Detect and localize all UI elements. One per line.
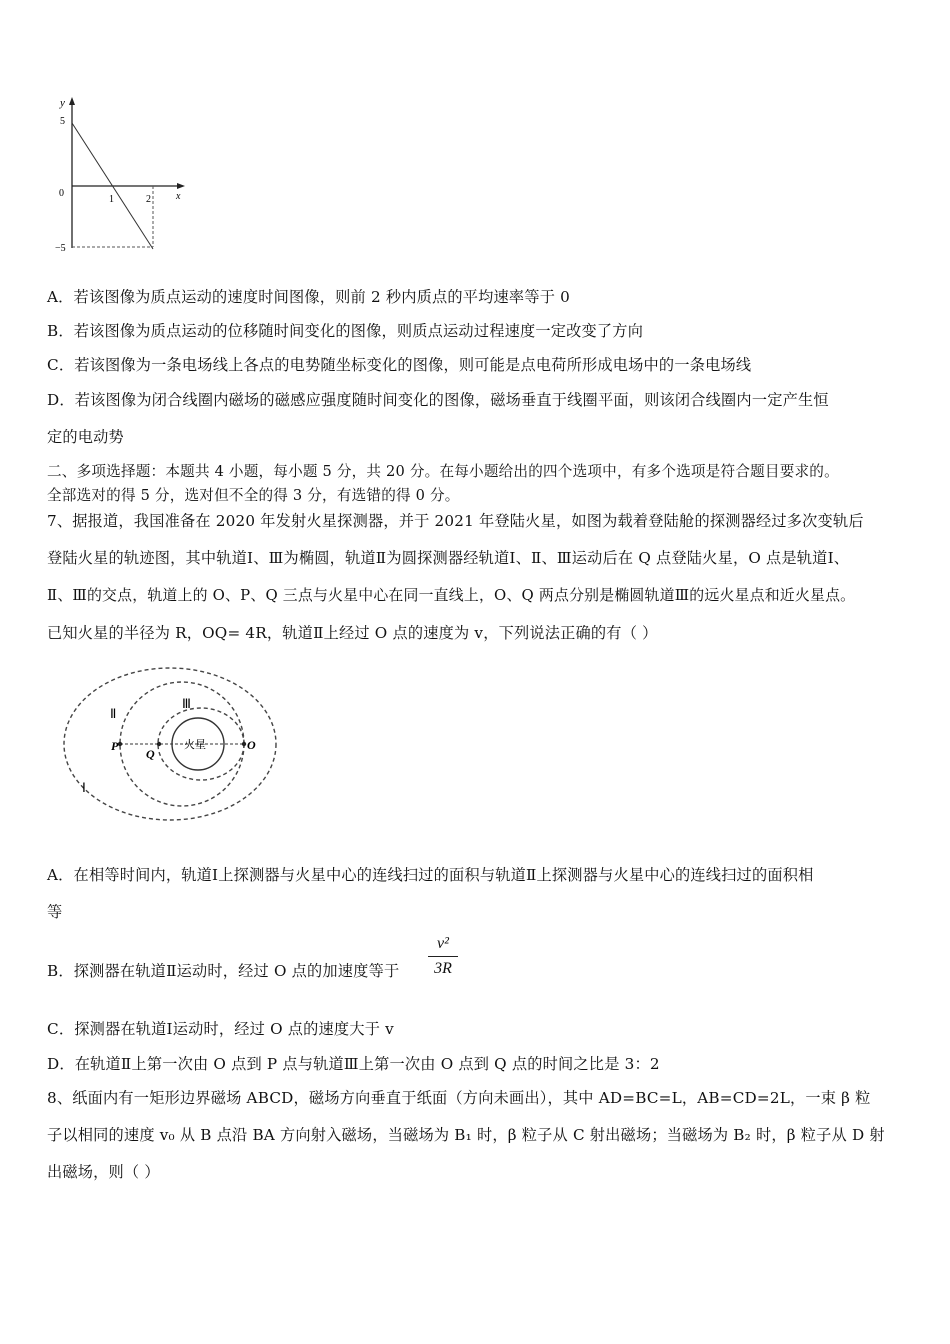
y-axis-label: y	[60, 97, 65, 109]
label-P: P	[111, 739, 119, 753]
tick-origin: 0	[59, 188, 64, 199]
label-O: O	[247, 738, 256, 752]
tick-y-bottom: −5	[55, 243, 66, 254]
q7-stem-line3: Ⅱ、Ⅲ的交点，轨道上的 O、P、Q 三点与火星中心在同一直线上，O、Q 两点分别是椭圆轨道Ⅲ的远火星点和近火星点。	[47, 586, 856, 604]
point-P	[118, 742, 122, 746]
q8-stem-line3: 出磁场，则（ ）	[47, 1163, 160, 1181]
fraction-bar	[428, 956, 458, 957]
section2-header-line2: 全部选对的得 5 分，选对但不全的得 3 分，有选错的得 0 分。	[47, 487, 460, 504]
tick-x2: 2	[146, 194, 151, 205]
q6-option-c: C．若该图像为一条电场线上各点的电势随坐标变化的图像，则可能是点电荷所形成电场中的一条电场线	[47, 356, 752, 374]
tick-y-top: 5	[60, 116, 65, 127]
fraction-numerator: v²	[437, 935, 449, 952]
label-orbit-I: Ⅰ	[82, 780, 86, 795]
q7-option-a-line2: 等	[47, 903, 63, 921]
q8-stem-line2: 子以相同的速度 v₀ 从 B 点沿 BA 方向射入磁场，当磁场为 B₁ 时，β 粒子从 C 射出磁场；当磁场为 B₂ 时，β 粒子从 D 射	[47, 1126, 885, 1144]
section2-header-line1: 二、多项选择题：本题共 4 小题，每小题 5 分，共 20 分。在每小题给出的四个选项中，有多个选项是符合题目要求的。	[47, 463, 839, 480]
tick-x1: 1	[109, 194, 114, 205]
q6-option-a: A．若该图像为质点运动的速度时间图像，则前 2 秒内质点的平均速率等于 0	[47, 288, 570, 306]
x-axis-label: x	[176, 191, 181, 202]
label-orbit-III: Ⅲ	[182, 696, 191, 711]
fraction-denominator: 3R	[434, 960, 452, 977]
y-x-graph	[52, 92, 192, 262]
q7-stem-line2: 登陆火星的轨迹图，其中轨道Ⅰ、Ⅲ为椭圆，轨道Ⅱ为圆探测器经轨道Ⅰ、Ⅱ、Ⅲ运动后在 Q 点登陆火星，O 点是轨道Ⅰ、	[47, 549, 850, 567]
q7-option-a-line1: A．在相等时间内，轨道Ⅰ上探测器与火星中心的连线扫过的面积与轨道Ⅱ上探测器与火星中心的连线扫过的面积相	[47, 866, 814, 884]
q7-option-b-fraction	[428, 934, 458, 979]
q8-stem-line1: 8、纸面内有一矩形边界磁场 ABCD，磁场方向垂直于纸面（方向未画出），其中 AD=BC=L，AB=CD=2L，一束 β 粒	[47, 1089, 871, 1107]
q7-option-b: B．探测器在轨道Ⅱ运动时，经过 O 点的加速度等于	[47, 962, 400, 980]
y-axis-arrow	[69, 97, 75, 105]
x-axis-arrow	[177, 183, 185, 189]
q6-option-d-line2: 定的电动势	[47, 428, 124, 446]
label-mars: 火星	[184, 739, 206, 751]
q7-option-d: D．在轨道Ⅱ上第一次由 O 点到 P 点与轨道Ⅲ上第一次由 O 点到 Q 点的时间之比是 3：2	[47, 1055, 660, 1073]
q6-option-b: B．若该图像为质点运动的位移随时间变化的图像，则质点运动过程速度一定改变了方向	[47, 322, 644, 340]
q6-option-d-line1: D．若该图像为闭合线圈内磁场的磁感应强度随时间变化的图像，磁场垂直于线圈平面，则该闭合线圈内一定产生恒	[47, 391, 829, 409]
q7-stem-line4: 已知火星的半径为 R，OQ= 4R，轨道Ⅱ上经过 O 点的速度为 v，下列说法正确的有（ ）	[47, 624, 658, 642]
label-orbit-II: Ⅱ	[110, 706, 117, 721]
point-O	[242, 742, 246, 746]
mars-orbit-diagram	[50, 660, 280, 835]
q7-option-c: C．探测器在轨道Ⅰ运动时，经过 O 点的速度大于 v	[47, 1020, 394, 1038]
q7-stem-line1: 7、据报道，我国准备在 2020 年发射火星探测器，并于 2021 年登陆火星，如图为载着登陆舱的探测器经过多次变轨后	[47, 512, 864, 530]
point-Q	[157, 742, 161, 746]
label-Q: Q	[146, 747, 155, 761]
